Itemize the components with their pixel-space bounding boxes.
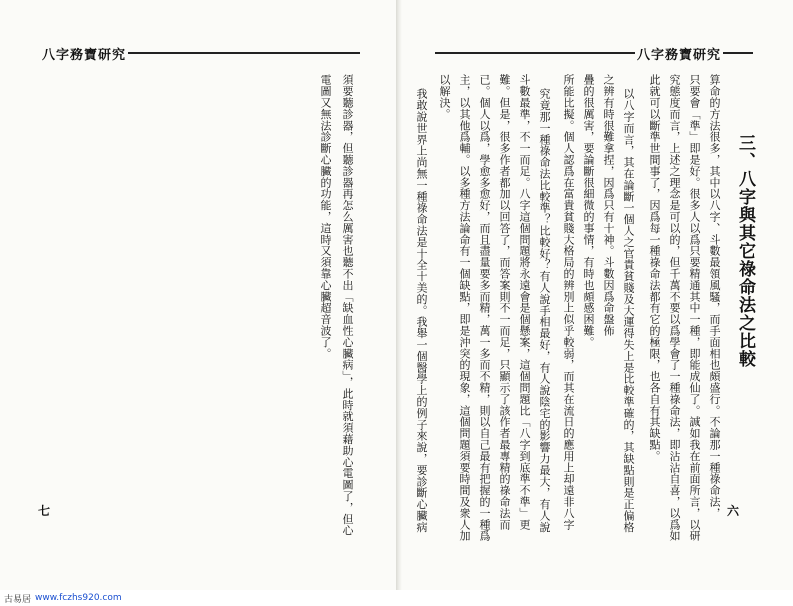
page-number: 六: [727, 504, 740, 518]
header-rule: [723, 52, 753, 54]
left-page: [0, 0, 396, 590]
text-column: 已。個人以爲，學愈多愈好，而且盡量要多而精，萬一多而不精，則以自己最有把握的一種爲: [478, 74, 491, 542]
site-footer: [0, 590, 793, 606]
book-title: 八字務寶研究: [636, 47, 721, 63]
site-url[interactable]: www.fczhs920.com: [35, 593, 122, 603]
text-column: 所能比擬。個人認爲在富貴貧賤大格局的辨別上似乎較弱，而其在流日的應用上却遠非八字: [562, 74, 575, 530]
text-column: 算命的方法很多，其中以八字、斗數最領風騷，而手面相也頗盛行。不論那一種祿命法，: [708, 74, 721, 519]
right-page: [397, 0, 793, 590]
text-column: 須要聽診器，但聽診器再怎么厲害也聽不出「缺血性心臟病」，此時就須藉助心電圖了，但心: [341, 74, 354, 536]
page-header: [40, 45, 360, 61]
text-column: 難。但是，很多作者都加以回答了，而答案則不一而足，只顯示了該作者最專精的祿命法而: [498, 74, 511, 530]
text-column: 疊的很厲害，要論斷很細微的事情，有時也頗感困難。: [582, 74, 595, 348]
text-column: 以解決。: [438, 74, 451, 120]
page-number: 七: [38, 504, 51, 518]
text-column: 以八字而言，其在論斷一個人之官貴貧賤及大運得失上是比較準確的，其缺點則是正偏格: [622, 88, 635, 533]
text-column: 只要會「準」即是好。很多人以爲只要精通其中一種，即能成仙了。誠如我在前面所言，以研: [688, 74, 701, 542]
text-column: 究態度而言，上述之理念是可以的，但千萬不要以爲學會了一種祿命法，即沾沾自喜，以爲如: [668, 74, 681, 542]
text-column: 斗數最準，不一而足。八字這個問題將永遠會是個懸案，這個問題比「八字到底準不準」更: [518, 74, 531, 530]
site-name: 古易居: [4, 594, 32, 605]
text-column: 之辨有時很難拿捏，因爲只有十神。斗數因爲命盤佈: [602, 74, 615, 337]
text-column: 我敢說世界上尚無一種祿命法是十全十美的。我舉一個醫學上的例子來說，要診斷心臟病: [415, 88, 428, 533]
header-rule: [128, 52, 360, 54]
header-rule: [435, 52, 635, 54]
chapter-title: 三、八字與其它祿命法之比較: [735, 134, 755, 368]
book-title: 八字務寶研究: [42, 47, 127, 63]
page-header: [435, 45, 753, 61]
text-column: 究竟那一種祿命法比較準？比較好？有人說手相最好，有人說陰宅的影響力最大，有人說: [538, 88, 551, 533]
text-column: 主，以其他爲輔。以多種方法論命有一個缺點，即是沖突的現象，這個問題須要時間及衆人加: [458, 74, 471, 542]
text-column: 電圖又無法診斷心臟的功能，這時又須靠心臟超音波了。: [319, 74, 332, 359]
text-column: 此就可以斷準世間事了，因爲每一種祿命法都有它的極限，也各自有其缺點。: [648, 74, 661, 462]
